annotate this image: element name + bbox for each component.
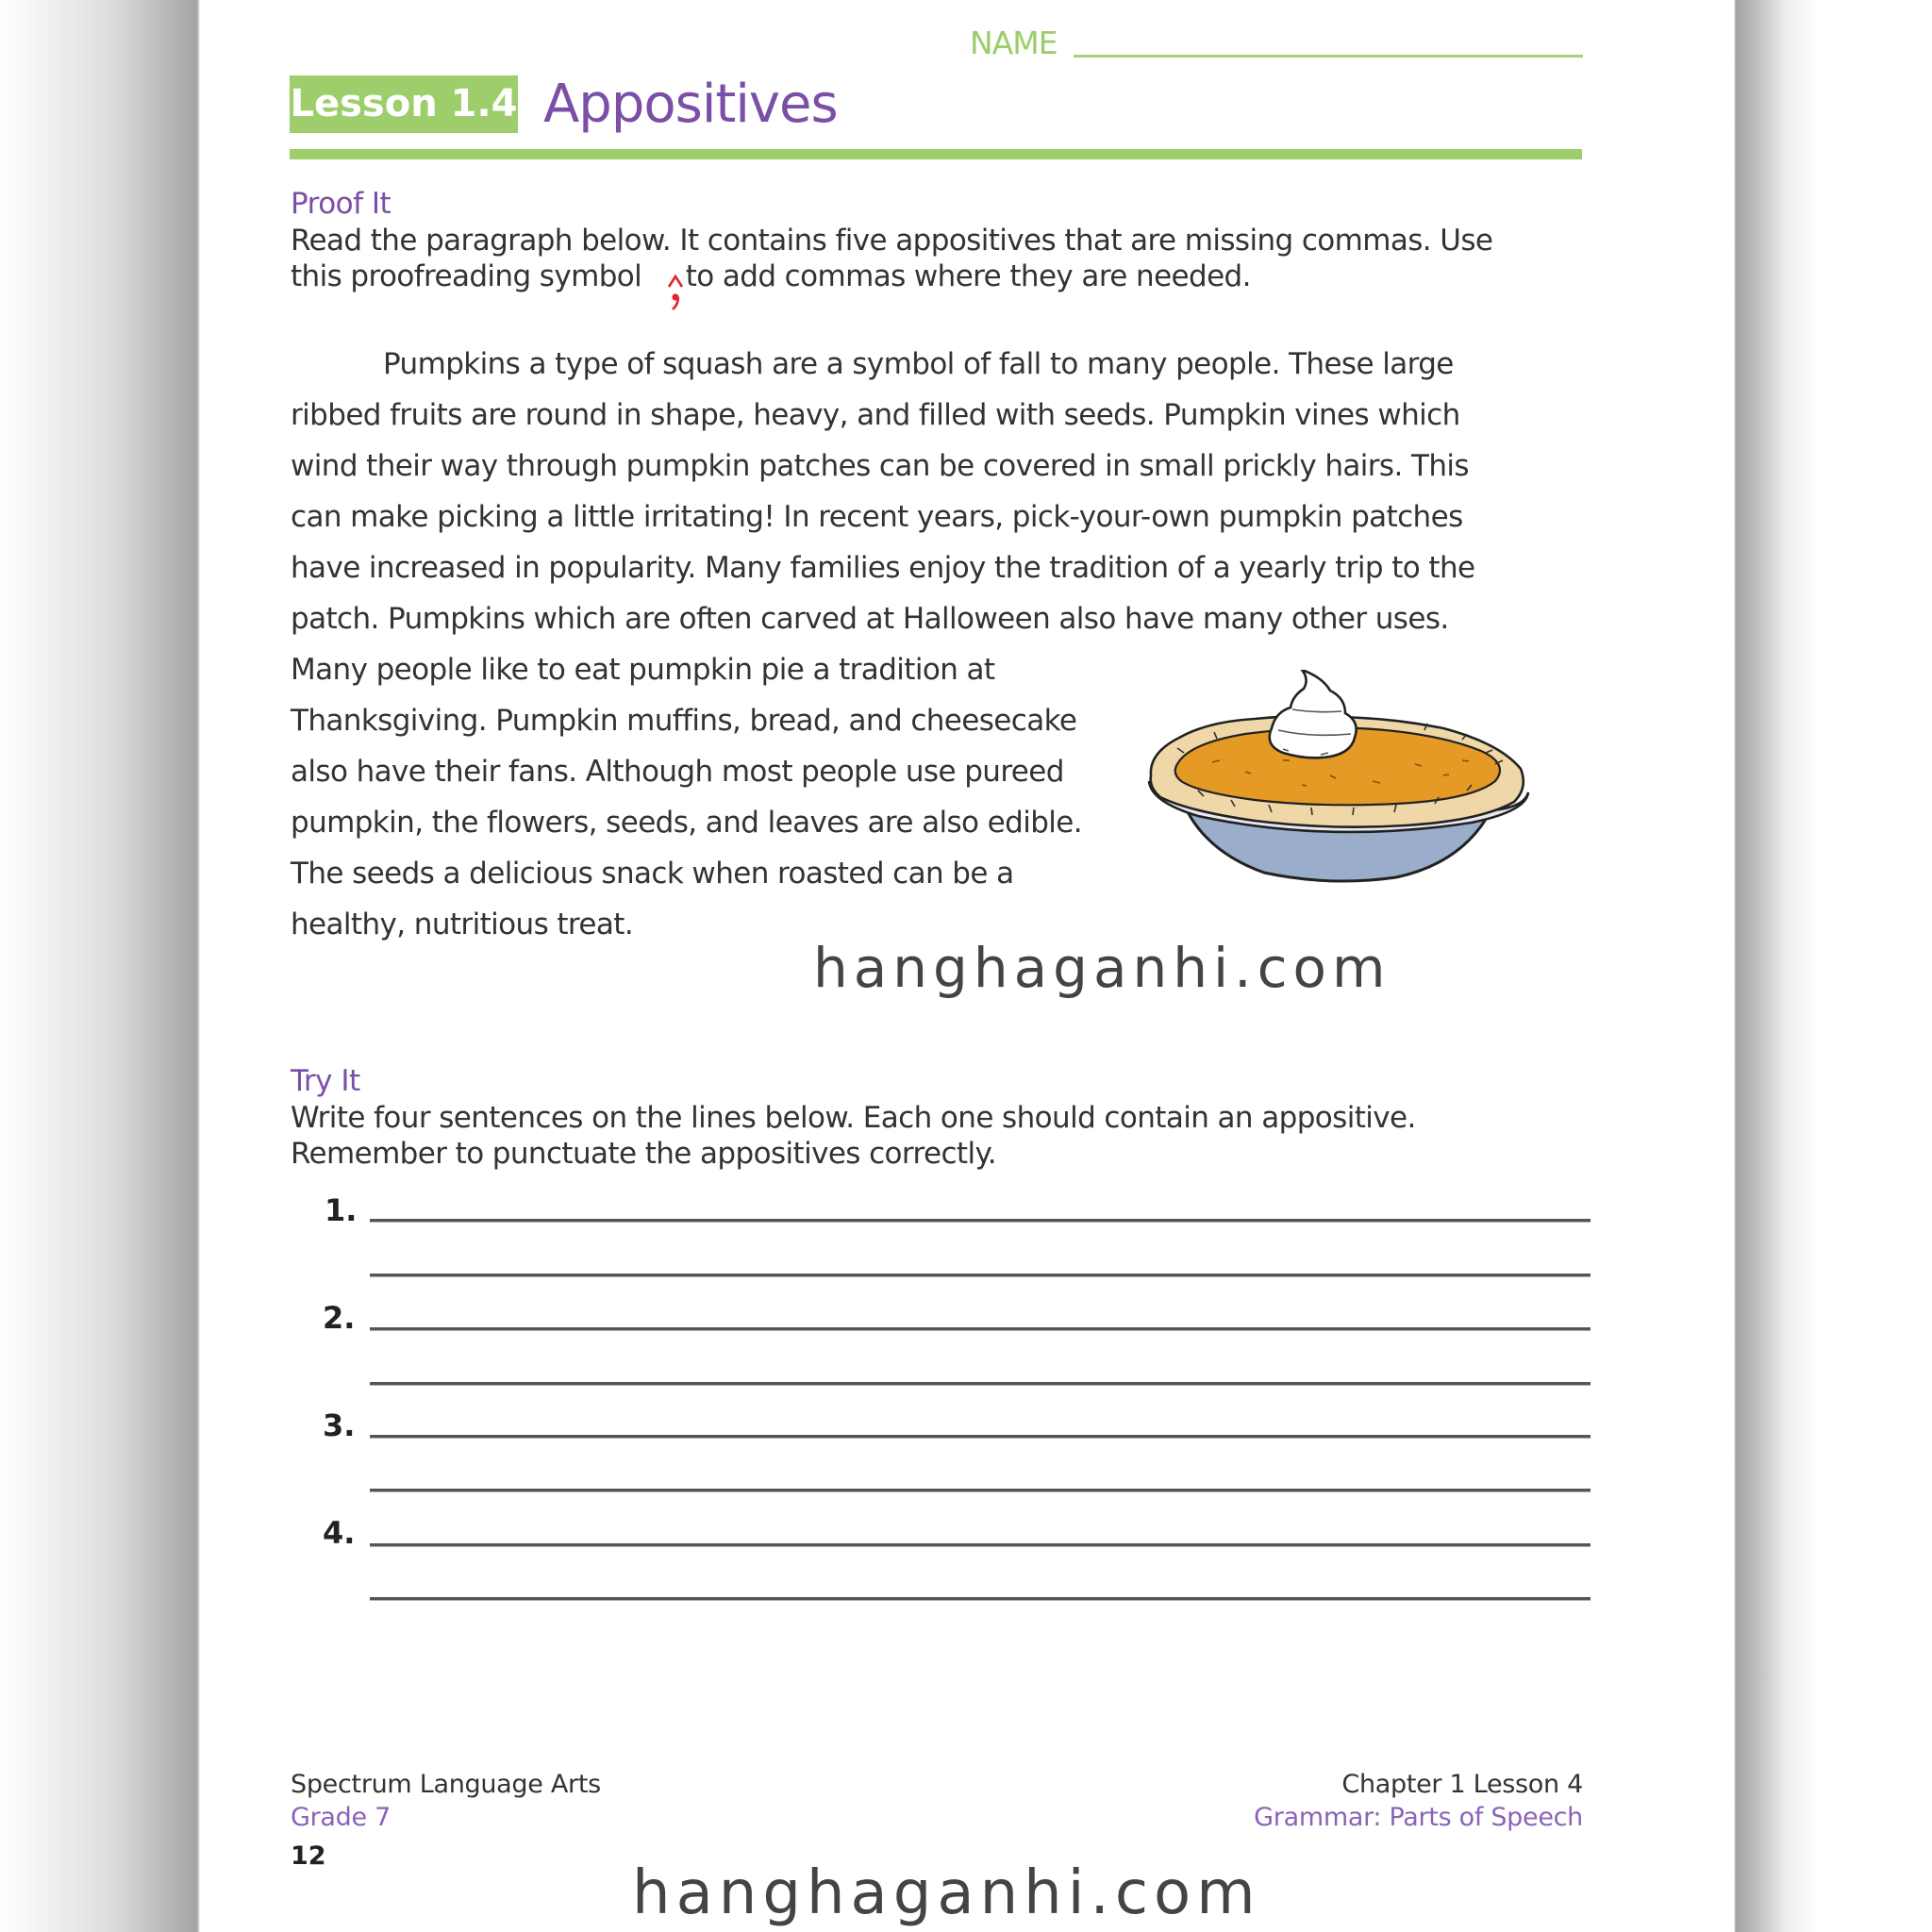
footer-topic: Grammar: Parts of Speech <box>1254 1803 1583 1832</box>
try-it-heading: Try It <box>291 1064 360 1098</box>
item-number: 4. <box>323 1515 356 1551</box>
answer-line[interactable] <box>370 1489 1591 1492</box>
footer-chapter: Chapter 1 Lesson 4 <box>1341 1770 1583 1799</box>
answer-line[interactable] <box>370 1435 1591 1439</box>
answer-line[interactable] <box>370 1274 1591 1277</box>
lesson-badge: Lesson 1.4 <box>290 75 518 133</box>
paragraph-line: patch. Pumpkins which are often carved at Halloween also have many other uses. <box>291 602 1449 636</box>
answer-line[interactable] <box>370 1597 1591 1601</box>
title-divider <box>290 149 1582 159</box>
name-label: NAME <box>970 25 1058 61</box>
try-it-instructions-line2: Remember to punctuate the appositives correctly. <box>291 1137 997 1171</box>
paragraph-line: can make picking a little irritating! In recent years, pick-your-own pumpkin patches <box>291 500 1463 534</box>
pumpkin-pie-illustration <box>1141 670 1538 887</box>
page-title: Appositives <box>543 74 838 135</box>
proof-it-heading: Proof It <box>291 187 391 221</box>
paragraph-line: pumpkin, the flowers, seeds, and leaves are also edible. <box>291 806 1083 840</box>
paragraph-line: Pumpkins a type of squash are a symbol of fall to many people. These large <box>383 347 1454 381</box>
item-number: 1. <box>325 1192 358 1228</box>
paragraph-line: have increased in popularity. Many families enjoy the tradition of a yearly trip to the <box>291 551 1475 585</box>
paragraph-line: healthy, nutritious treat. <box>291 908 634 941</box>
proofreading-comma-symbol-icon <box>666 274 685 321</box>
answer-line[interactable] <box>370 1382 1591 1386</box>
paragraph-line: Many people like to eat pumpkin pie a tradition at <box>291 653 995 687</box>
instructions-text-after: to add commas where they are needed. <box>685 259 1251 293</box>
page-shadow-right <box>1734 0 1932 1932</box>
paragraph-line: ribbed fruits are round in shape, heavy, and filled with seeds. Pumpkin vines which <box>291 398 1460 432</box>
proof-it-instructions-line2 <box>291 258 1251 294</box>
caret-comma-icon <box>666 274 685 315</box>
paragraph-line: The seeds a delicious snack when roasted can be a <box>291 857 1014 891</box>
proof-it-instructions-line1: Read the paragraph below. It contains five appositives that are missing commas. Use <box>291 224 1493 258</box>
item-number: 2. <box>323 1300 356 1336</box>
instructions-text-before: this proofreading symbol <box>291 259 642 293</box>
answer-line[interactable] <box>370 1327 1591 1331</box>
try-it-instructions-line1: Write four sentences on the lines below. Each one should contain an appositive. <box>291 1101 1416 1135</box>
footer-grade: Grade 7 <box>291 1803 391 1832</box>
paragraph-line: also have their fans. Although most people use pureed <box>291 755 1064 789</box>
paragraph-line: Thanksgiving. Pumpkin muffins, bread, and cheesecake <box>291 704 1077 738</box>
answer-line[interactable] <box>370 1543 1591 1547</box>
footer-book-title: Spectrum Language Arts <box>291 1770 601 1799</box>
item-number: 3. <box>323 1407 356 1443</box>
paragraph-line: wind their way through pumpkin patches can be covered in small prickly hairs. This <box>291 449 1469 483</box>
answer-line[interactable] <box>370 1219 1591 1223</box>
name-field-line[interactable] <box>1074 55 1583 58</box>
page-number: 12 <box>291 1841 326 1871</box>
page-shadow-left <box>0 0 200 1932</box>
watermark-text: hanghaganhi.com <box>632 1858 1261 1928</box>
watermark-text: hanghaganhi.com <box>813 936 1391 1000</box>
